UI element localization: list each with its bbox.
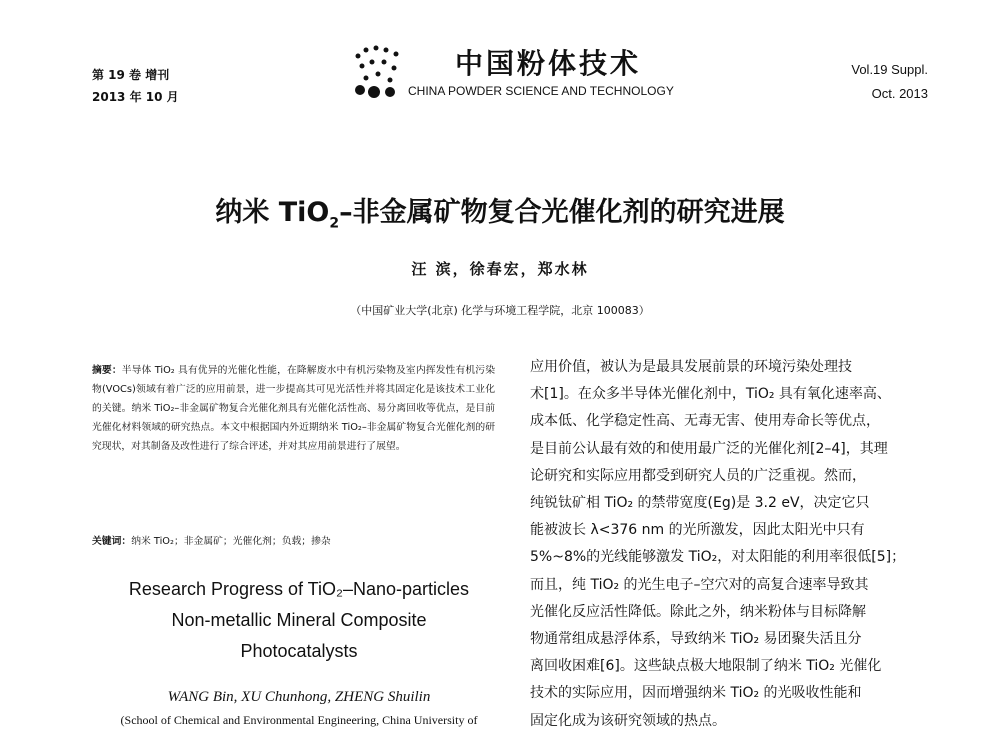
affiliation-cn: （中国矿业大学(北京) 化学与环境工程学院，北京 100083）: [350, 304, 650, 317]
body-line: 而且，纯 TiO₂ 的光生电子–空穴对的高复合速率导致其: [530, 576, 869, 593]
body-text: [530, 354, 938, 735]
abstract: [92, 361, 495, 456]
body-line: 离回收困难[6]。这些缺点极大地限制了纳米 TiO₂ 光催化: [530, 658, 882, 675]
authors-cn: 汪 滨，徐春宏，郑水林: [411, 260, 589, 278]
keywords-label: 关键词：: [92, 536, 132, 547]
body-line: 5%~8%的光线能够激发 TiO₂，对太阳能的利用率很低[5]；: [530, 549, 906, 566]
body-line: 应用价值，被认为是最具发展前景的环境污染处理技: [530, 359, 852, 375]
title-prefix: 纳米 TiO: [215, 197, 330, 228]
journal-logo-icon: [350, 44, 410, 100]
keywords: [92, 533, 495, 547]
journal-name-cn: 中国粉体技术: [455, 47, 642, 80]
abstract-label: 摘要：: [92, 365, 122, 376]
english-affiliation: (School of Chemical and Environmental Engineering, China University of: [120, 713, 478, 727]
english-title: [92, 574, 506, 667]
title-subscript: 2: [329, 215, 340, 232]
english-title-line: Non-metallic Mineral Composite: [171, 610, 427, 630]
volume-en: Vol.19 Suppl.: [851, 62, 928, 77]
volume-cn: 第 19 卷 增刊: [92, 68, 170, 82]
body-line: 光催化反应活性降低。除此之外，纳米粉体与目标降解: [530, 603, 866, 620]
date-cn: 2013 年 10 月: [92, 90, 179, 104]
journal-name-en: CHINA POWDER SCIENCE AND TECHNOLOGY: [408, 84, 674, 98]
english-title-line: Photocatalysts: [240, 641, 358, 661]
body-line: 论研究和实际应用都受到研究人员的广泛重视。然而，: [530, 467, 866, 484]
journal-issue-en: [851, 58, 928, 106]
abstract-text: 半导体 TiO₂ 具有优异的光催化性能，在降解废水中有机污染物及室内挥发性有机污染物(VOCs)领域有着广泛的应用前景，进一步提高其可见光活性并将其固定化是该技术工业化的关键。纳米 TiO₂–非金属矿物复合光催化剂具有光催化活性高、易分离回收等优点，是目前光催化材料领域的研究热点。本文中根据国内外近期纳米 TiO₂–非金属矿物复合光催化剂的研究现状，对其制备及改性进行了综合评述，并对其应用前景进行了展望。: [92, 365, 495, 452]
body-line: 物通常组成悬浮体系，导致纳米 TiO₂ 易团聚失活且分: [530, 631, 862, 648]
body-line: 成本低、化学稳定性高、无毒无害、使用寿命长等优点，: [530, 413, 880, 430]
keywords-text: 纳米 TiO₂；非金属矿；光催化剂；负载；掺杂: [131, 536, 331, 547]
paper-title: [0, 190, 1000, 231]
body-line: 技术的实际应用，因而增强纳米 TiO₂ 的光吸收性能和: [530, 685, 862, 702]
body-line: 能被波长 λ<376 nm 的光所激发，因此太阳光中只有: [530, 522, 865, 539]
date-en: Oct. 2013: [871, 86, 928, 101]
body-line: 是目前公认最有效的和使用最广泛的光催化剂[2–4]，其理: [530, 440, 888, 457]
journal-issue-cn: [92, 64, 179, 108]
body-line: 固定化成为该研究领域的热点。: [530, 712, 726, 729]
body-line: 术[1]。在众多半导体光催化剂中，TiO₂ 具有氧化速率高、: [530, 386, 891, 403]
english-authors: WANG Bin, XU Chunhong, ZHENG Shuilin: [167, 689, 431, 705]
english-title-line: Research Progress of TiO₂–Nano-particles: [128, 579, 470, 599]
title-suffix: –非金属矿物复合光催化剂的研究进展: [339, 197, 785, 228]
body-line: 纯锐钛矿相 TiO₂ 的禁带宽度(Eg)是 3.2 eV，决定它只: [530, 495, 870, 512]
